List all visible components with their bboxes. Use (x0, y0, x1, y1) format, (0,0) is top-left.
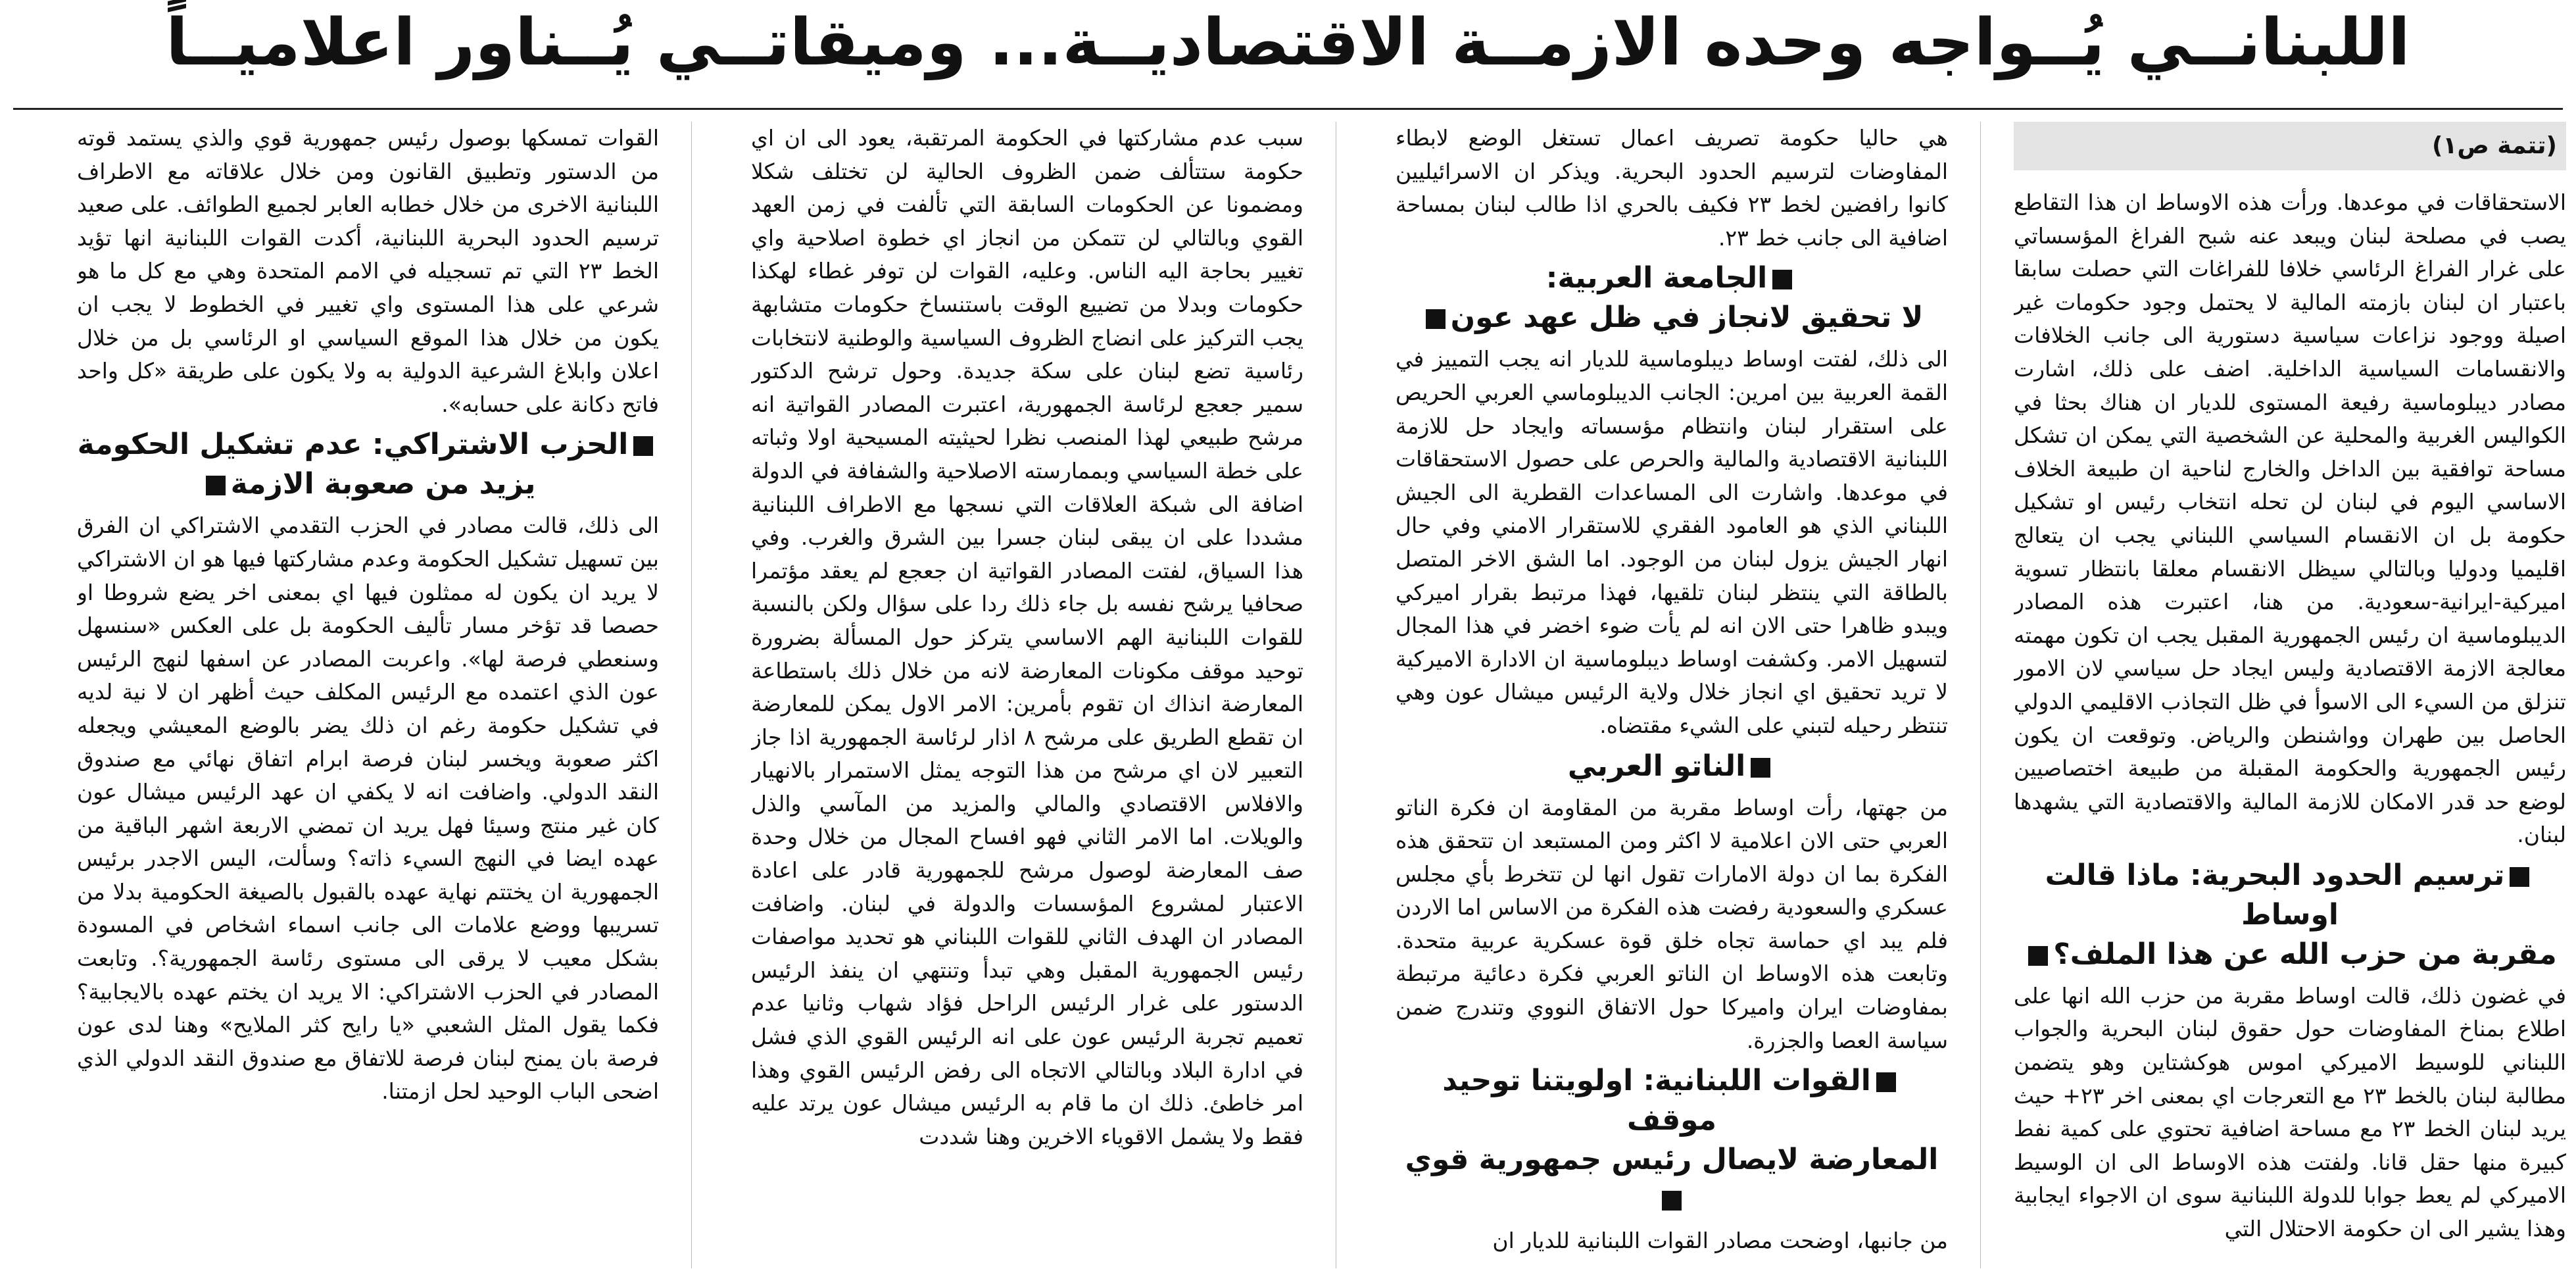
bullet-square-icon (2510, 867, 2529, 887)
article-paragraph: من جهتها، رأت اوساط مقربة من المقاومة ان فكرة الناتو العربي حتى الان اعلامية لا اكثر ومن المستبعد ان تتحقق هذه الفكرة بما ان دولة الامارات تقول انها لن تتخرط بأي مجلس عسكري والسعودية رفضت هذه الفكرة من الاساس اما الاردن فلم يبد اي حماسة تجاه خلق قوة عسكرية عربية متحدة. وتابعت هذه الاوساط ان الناتو العربي فكرة دعائية مرتبطة بمفاوضات ايران واميركا حول الاتفاق النووي وتندرج ضمن سياسة العصا والجزرة. (1396, 794, 1948, 1053)
bullet-square-icon (206, 476, 226, 495)
section-heading-line: لا تحقيق لانجاز في ظل عهد عون (1396, 298, 1948, 338)
article-column-3 (751, 122, 1303, 1270)
section-heading-line: الحزب الاشتراكي: عدم تشكيل الحكومة (77, 425, 659, 464)
section-heading-line: ترسيم الحدود البحرية: ماذا قالت اوساط (2014, 856, 2566, 935)
article-paragraph: الى ذلك، لفتت اوساط ديبلوماسية للديار انه يجب التمييز في القمة العربية بين امرين: الجانب الديبلوماسي العربي الحريص على استقرار لبنان وانتظام مؤسساته وايجاد حل للازمة اللبنانية الاقتصادية والمالية والحرص على حصول الاستحقاقات في موعدها. واشارت الى المساعدات القطرية الى الجيش اللبناني الذي هو العامود الفقري للاستقرار الامني وفي حال انهار الجيش يزول لبنان من الوجود. اما الشق الاخر المتصل بالطاقة التي ينتظر لبنان تلقيها، فهذا مرتبط بقرار اميركي ويبدو ظاهرا حتى الان انه لم يأت ضوء اخضر في هذا المجال لتسهيل الامر. وكشفت اوساط ديبلوماسية ان الادارة الاميركية لا تريد تحقيق اي انجاز خلال ولاية الرئيس ميشال عون وهي تنتظر رحيله لتبني على الشيء مقتضاه. (1396, 346, 1948, 738)
section-heading-line: القوات اللبنانية: اولويتنا توحيد موقف (1396, 1061, 1948, 1140)
section-heading (2014, 856, 2566, 974)
bullet-square-icon (633, 436, 653, 456)
bullet-square-icon (1772, 270, 1792, 289)
article-paragraph: الاستحقاقات في موعدها. ورأت هذه الاوساط ان هذا التقاطع يصب في مصلحة لبنان ويبعد عنه شبح الفراغ المؤسساتي على غرار الفراغ الرئاسي خلافا للفراغات التي حصلت سابقا باعتبار ان لبنان بازمته المالية لا يحتمل وجود حكومات غير اصيلة ووجود نزاعات سياسية دستورية الى جانب الخلافات والانقسامات السياسية الداخلية. اضف على ذلك، اشارت مصادر ديبلوماسية رفيعة المستوى للديار ان هناك بحثا في الكواليس الغربية والمحلية عن الشخصية التي يمكن ان تشكل مساحة توافقية بين الداخل والخارج لناحية ان طبيعة الخلاف الاساسي اليوم في لبنان لن تحله انتخاب رئيس او تشكيل حكومة بل ان الانقسام السياسي اللبناني يجب ان يتعالج اقليميا ودوليا وبالتالي سيظل الانقسام معلقا بانتظار تسوية اميركية-ايرانية-سعودية. من هنا، اعتبرت هذه المصادر الديبلوماسية ان رئيس الجمهورية المقبل يجب ان تكون مهمته معالجة الازمة الاقتصادية وليس ايجاد حل سياسي لان الامور تنزلق من السيء الى الاسوأ في ظل التجاذب الاقليمي الدولي الحاصل بين طهران وواشنطن والرياض. وتوقعت ان يكون رئيس الجمهورية والحكومة المقبلة من طبيعة اختصاصيين لوضع حد قدر الامكان للازمة المالية والاقتصادية التي يشهدها لبنان. (2014, 189, 2566, 848)
article-paragraph: هي حاليا حكومة تصريف اعمال تستغل الوضع لابطاء المفاوضات لترسيم الحدود البحرية. ويذكر ان الاسرائيليين كانوا رافضين لخط ٢٣ فكيف بالحري اذا طالب لبنان بمساحة اضافية الى جانب خط ٢٣. (1396, 125, 1948, 251)
article-paragraph: في غضون ذلك، قالت اوساط مقربة من حزب الله انها على اطلاع بمناخ المفاوضات حول حقوق لبنان البحرية والجواب اللبناني للوسيط الاميركي اموس هوكشتاين وهو يتضمن مطالبة لبنان بالخط ٢٣ مع التعرجات اي بمعنى اخر ٢٣+ حيث يريد لبنان الخط ٢٣ مع مساحة اضافية تحتوي على كمية نفط كبيرة منها حقل قانا. ولفتت هذه الاوساط الى ان الوسيط الاميركي لم يعط جوابا للدولة اللبنانية سوى ان الاجواء ايجابية وهذا يشير الى ان حكومة الاحتلال التي (2014, 982, 2566, 1242)
headline: اللبنانــي يُــواجه وحده الازمــة الاقتصاديــة... وميقاتــي يُــناور اعلاميــاً (166, 5, 2410, 80)
article-paragraph: من جانبها، اوضحت مصادر القوات اللبنانية للديار ان (1492, 1228, 1948, 1254)
section-heading-line: يزيد من صعوبة الازمة (77, 464, 659, 504)
section-heading (1396, 747, 1948, 786)
article-paragraph: الى ذلك، قالت مصادر في الحزب التقدمي الاشتراكي ان الفرق بين تسهيل تشكيل الحكومة وعدم مشاركتها فيها هو ان الاشتراكي لا يريد ان يكون له ممثلون فيها اي بمعنى اخر يضع شروطا او حصصا قد تؤخر مسار تأليف الحكومة بل على العكس «سنسهل وسنعطي فرصة لها». واعربت المصادر عن اسفها لنهج الرئيس عون الذي اعتمده مع الرئيس المكلف حيث أظهر ان لا نية لديه في تشكيل حكومة رغم ان ذلك يضر بالوضع المعيشي ويجعله اكثر صعوبة ويخسر لبنان فرصة ابرام اتفاق نهائي مع صندوق النقد الدولي. واضافت انه لا يكفي ان عهد الرئيس ميشال عون كان غير منتج وسيئا فهل يريد ان تمضي الاربعة اشهر الباقية من عهده ايضا في النهج السيء ذاته؟ وسألت، اليس الاجدر برئيس الجمهورية ان يختتم نهاية عهده بالقبول بالصيغة الحكومية بدلا من تسريبها ووضع علامات الى جانب اسماء اشخاص في المسودة بشكل معيب لا يرقى الى مستوى رئاسة الجمهورية؟. وتابعت المصادر في الحزب الاشتراكي: الا يريد ان يختم عهده بالايجابية؟ فكما يقول المثل الشعبي «يا رايح كثر الملايح» وهنا لدى عون فرصة بان يمنح لبنان فرصة للاتفاق مع صندوق النقد الدولي الذي اضحى الباب الوحيد لحل ازمتنا. (77, 512, 659, 1105)
bullet-square-icon (1876, 1072, 1896, 1092)
column-divider (691, 122, 692, 1268)
article-paragraph: القوات تمسكها بوصول رئيس جمهورية قوي والذي يستمد قوته من الدستور وتطبيق القانون ومن خلال علاقاته مع الاطراف اللبنانية الاخرى من خلال خطابه العابر لجميع الطوائف. على صعيد ترسيم الحدود البحرية اللبنانية، أكدت القوات اللبنانية انها تؤيد الخط ٢٣ التي تم تسجيله في الامم المتحدة وهي مع كل ما هو شرعي على هذا المستوى واي تغيير في الخطوط لا يجب ان يكون من خلال هذا الموقع السياسي او الرئاسي بل من خلال اعلان وابلاغ الشرعية الدولية به ولا يكون على طريقة «كل واحد فاتح دكانة على حسابه». (77, 125, 659, 417)
section-heading-line: المعارضة لايصال رئيس جمهورية قوي (1396, 1140, 1948, 1219)
section-heading-line: الناتو العربي (1396, 747, 1948, 786)
bullet-square-icon (2028, 946, 2048, 966)
bullet-square-icon (1662, 1191, 1682, 1211)
continuation-label: (تتمة ص١) (2014, 122, 2566, 170)
section-heading-line: مقربة من حزب الله عن هذا الملف؟ (2014, 935, 2566, 974)
bullet-square-icon (1751, 758, 1770, 778)
article-paragraph: سبب عدم مشاركتها في الحكومة المرتقبة، يعود الى ان اي حكومة ستتألف ضمن الظروف الحالية لن تختلف شكلا ومضمونا عن الحكومات السابقة التي تألفت في زمن العهد القوي وبالتالي لن تتمكن من انجاز اي خطوة اصلاحية واي تغيير بحاجة اليه الناس. وعليه، القوات لن توفر غطاء لهكذا حكومات وبدلا من تضييع الوقت باستنساخ حكومات متشابهة يجب التركيز على انضاج الظروف السياسية والوطنية لانتخابات رئاسية تضع لبنان على سكة جديدة. وحول ترشح الدكتور سمير جعجع لرئاسة الجمهورية، اعتبرت المصادر القواتية انه مرشح طبيعي لهذا المنصب نظرا لحيثيته المسيحية اولا وثباته على خطة السياسي وبممارسته الاصلاحية والشفافة في الدولة اضافة الى شبكة العلاقات التي نسجها مع الاطراف اللبنانية مشددا على ان يبقى لبنان جسرا بين الشرق والغرب. وفي هذا السياق، لفتت المصادر القواتية ان جعجع لم يعقد مؤتمرا صحافيا يرشح نفسه بل جاء ذلك ردا على سؤال ولكن بالنسبة للقوات اللبنانية الهم الاساسي يتركز حول المسألة بضرورة توحيد موقف مكونات المعارضة لانه من خلال ذلك باستطاعة المعارضة انذاك ان تقوم بأمرين: الامر الاول يمكن للمعارضة ان تقطع الطريق على مرشح ٨ اذار لرئاسة الجمهورية اذا جاز التعبير لان اي مرشح من هذا التوجه يمثل الاستمرار بالانهيار والافلاس الاقتصادي والمالي والمزيد من المآسي والذل والويلات. اما الامر الثاني فهو افساح المجال من خلال وحدة صف المعارضة لوصول مرشح للجمهورية قادر على اعادة الاعتبار لمشروع المؤسسات والدولة في لبنان. واضافت المصادر ان الهدف الثاني للقوات اللبناني هو تحديد مواصفات رئيس الجمهورية المقبل وهي تبدأ وتنتهي ان ينفذ الرئيس الدستور على غرار الرئيس الراحل فؤاد شهاب وثانيا عدم تعميم تجربة الرئيس عون على انه الرئيس القوي الذي فشل في ادارة البلاد وبالتالي الاتجاه الى رفض الرئيس القوي وهذا امر خاطئ. ذلك ان ما قام به الرئيس ميشال عون يرتد عليه فقط ولا يشمل الاقوياء الاخرين وهنا شددت (751, 125, 1303, 1149)
section-heading (77, 425, 659, 504)
article-column-1 (2014, 122, 2566, 1270)
article-column-4 (77, 122, 659, 1270)
section-heading (1396, 1061, 1948, 1219)
article-column-2 (1396, 122, 1948, 1270)
bullet-square-icon (1426, 309, 1446, 329)
headline-rule (13, 108, 2563, 110)
section-heading (1396, 259, 1948, 338)
section-heading-line: الجامعة العربية: (1396, 259, 1948, 298)
column-divider (1980, 122, 1981, 1268)
